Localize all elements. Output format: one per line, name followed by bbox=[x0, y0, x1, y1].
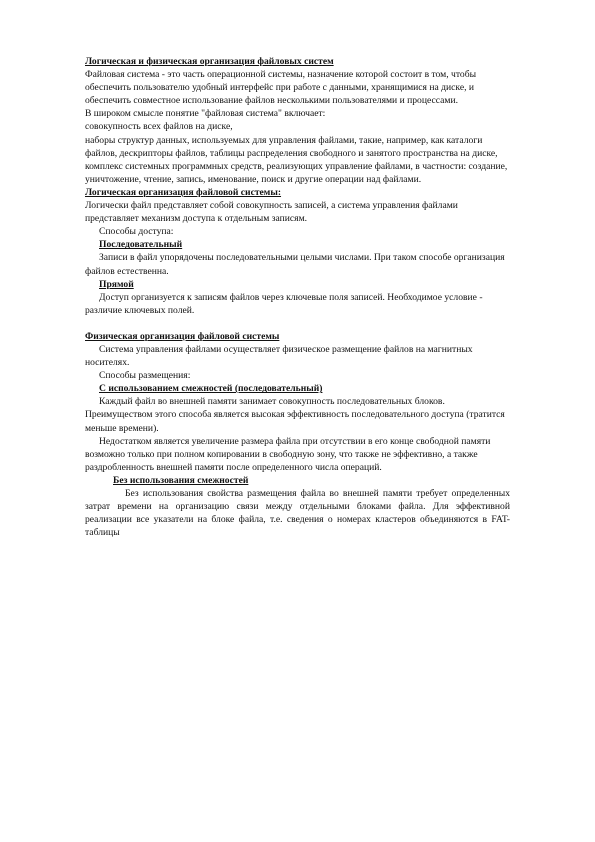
paragraph-broad-sense: В широком смысле понятие "файловая система" включает: bbox=[85, 108, 326, 120]
paragraph-logical-intro: Логически файл представляет собой совокупность записей, а система управления файлами представляет механизм доступа к отдельным записям. bbox=[85, 200, 458, 225]
paragraph-definition: Файловая система - это часть операционной системы, назначение которой состоит в том, чтобы обеспечить пользователю удобный интерфейс при работе с данными, хранящимися на диске, и обеспечить совместное использование файлов несколькими пользователями и процессами. bbox=[85, 69, 477, 107]
section-heading-physical: Физическая организация файловой системы bbox=[85, 330, 280, 342]
paragraph-contiguous: Каждый файл во внешней памяти занимает совокупность последовательных блоков. Преимуществом этого способа является высокая эффективность последовательного доступа (тратится меньше времени). bbox=[85, 396, 505, 434]
paragraph-noncontiguous: Без использования свойства размещения файла во внешней памяти требует определенных затрат времени на организацию связи между отдельными блоками файла. Для эффективной реализации все указатели на блоке файла, т.е. сведения о номерах кластеров объединяются в FAT-таблицы bbox=[85, 488, 510, 539]
subheading-contiguous: С использованием смежностей (последовательный) bbox=[99, 383, 323, 395]
spacer bbox=[85, 317, 510, 330]
access-methods-label: Способы доступа: bbox=[99, 226, 174, 238]
document-body bbox=[85, 55, 510, 539]
section-heading-logical: Логическая организация файловой системы: bbox=[85, 186, 282, 198]
list-item: комплекс системных программных средств, реализующих управление файлами, в частности: создание, уничтожение, чтение, запись, именование, поиск и другие операции над файлами. bbox=[85, 160, 508, 185]
list-item: совокупность всех файлов на диске, bbox=[85, 121, 233, 133]
document-title: Логическая и физическая организация файловых систем bbox=[85, 56, 334, 67]
subheading-sequential: Последовательный bbox=[99, 239, 183, 251]
placement-methods-label: Способы размещения: bbox=[99, 370, 191, 382]
subheading-direct: Прямой bbox=[99, 278, 134, 290]
paragraph-direct: Доступ организуется к записям файлов через ключевые поля записей. Необходимое условие - различие ключевых полей. bbox=[85, 291, 483, 316]
paragraph-physical-intro: Система управления файлами осуществляет физическое размещение файлов на магнитных носителях. bbox=[85, 343, 473, 369]
paragraph-sequential: Записи в файл упорядочены последовательными целыми числами. При таком способе организация файлов естественна. bbox=[85, 252, 505, 277]
list-item: наборы структур данных, используемых для управления файлами, такие, например, как каталоги файлов, дескрипторы файлов, таблицы распределения свободного и занятого пространства на диске, bbox=[85, 134, 498, 159]
subheading-noncontiguous: Без использования смежностей bbox=[113, 474, 249, 486]
paragraph-contiguous-drawback: Недостатком является увеличение размера файла при отсутствии в его конце свободной памяти возможно только при полном копировании в свободную зону, что также не эффективно, а также раздробленность внешней памяти после определенного числа операций. bbox=[85, 435, 491, 473]
